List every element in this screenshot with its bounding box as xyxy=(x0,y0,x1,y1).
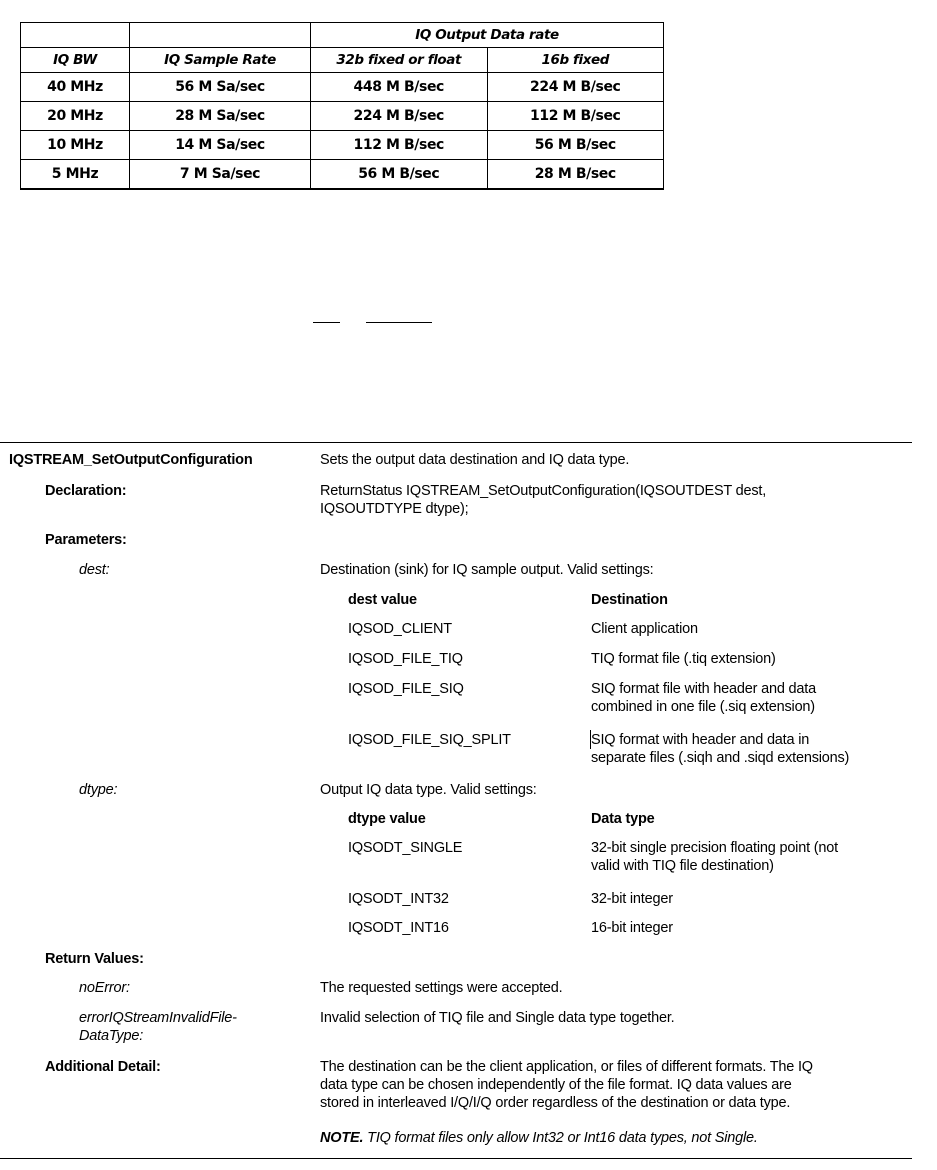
dtype-datatype-header: Data type xyxy=(591,811,655,827)
table-column-header-row xyxy=(21,48,664,73)
table-cell: 14 M Sa/sec xyxy=(130,131,311,160)
table-row xyxy=(21,131,664,160)
declaration-label: Declaration: xyxy=(45,483,127,499)
note-text: TIQ format files only allow Int32 or Int16 data types, not Single. xyxy=(367,1130,758,1146)
dest-value: IQSOD_FILE_SIQ xyxy=(348,681,464,697)
param-description-dest: Destination (sink) for IQ sample output. Valid settings: xyxy=(320,562,654,578)
note xyxy=(320,1129,758,1147)
table-cell: 28 M Sa/sec xyxy=(130,102,311,131)
return-description: The requested settings were accepted. xyxy=(320,980,563,996)
table-group-header-row xyxy=(21,23,664,48)
section-top-rule xyxy=(0,442,912,443)
param-description-dtype: Output IQ data type. Valid settings: xyxy=(320,782,537,798)
dtype-value-header: dtype value xyxy=(348,811,426,827)
dest-meaning: SIQ format file with header and data xyxy=(591,681,816,697)
table-cell: 40 MHz xyxy=(21,73,130,102)
dtype-value: IQSODT_INT32 xyxy=(348,891,449,907)
table-cell: 10 MHz xyxy=(21,131,130,160)
table-column-header: IQ BW xyxy=(21,48,130,73)
section-bottom-rule xyxy=(0,1158,912,1159)
dest-meaning: TIQ format file (.tiq extension) xyxy=(591,651,776,667)
return-values-label: Return Values: xyxy=(45,951,144,967)
dtype-meaning: 32-bit integer xyxy=(591,891,673,907)
text-cursor xyxy=(590,730,591,749)
table-row xyxy=(21,102,664,131)
dest-meaning: Client application xyxy=(591,621,698,637)
declaration-line: IQSOUTDTYPE dtype); xyxy=(320,501,469,517)
table-group-header: IQ Output Data rate xyxy=(311,23,664,48)
return-description: Invalid selection of TIQ file and Single data type together. xyxy=(320,1010,675,1026)
note-label: NOTE. xyxy=(320,1130,364,1146)
function-name: IQSTREAM_SetOutputConfiguration xyxy=(9,452,253,468)
dtype-meaning: 32-bit single precision floating point (not xyxy=(591,840,838,856)
table-cell: 7 M Sa/sec xyxy=(130,160,311,190)
table-cell: 20 MHz xyxy=(21,102,130,131)
table-cell: 112 M B/sec xyxy=(311,131,488,160)
dest-destination-header: Destination xyxy=(591,592,668,608)
dtype-meaning-cont: valid with TIQ file destination) xyxy=(591,858,774,874)
function-summary: Sets the output data destination and IQ data type. xyxy=(320,452,630,468)
equation-fraction-bar xyxy=(313,322,340,323)
table-cell: 224 M B/sec xyxy=(487,73,664,102)
return-name-cont: DataType: xyxy=(79,1028,144,1044)
table-cell: 448 M B/sec xyxy=(311,73,488,102)
table-cell: 5 MHz xyxy=(21,160,130,190)
table-header-empty-cell xyxy=(130,23,311,48)
table-cell: 56 M B/sec xyxy=(311,160,488,190)
dest-meaning-cont: separate files (.siqh and .siqd extensions) xyxy=(591,750,850,766)
table-cell: 56 M B/sec xyxy=(487,131,664,160)
dest-value: IQSOD_FILE_TIQ xyxy=(348,651,463,667)
param-name-dest: dest: xyxy=(79,562,110,578)
dest-value: IQSOD_CLIENT xyxy=(348,621,452,637)
dest-value: IQSOD_FILE_SIQ_SPLIT xyxy=(348,732,511,748)
additional-detail-label: Additional Detail: xyxy=(45,1059,161,1075)
dtype-value: IQSODT_INT16 xyxy=(348,920,449,936)
table-column-header: 16b fixed xyxy=(487,48,664,73)
detail-line: The destination can be the client application, or files of different formats. The IQ xyxy=(320,1059,813,1075)
table-cell: 112 M B/sec xyxy=(487,102,664,131)
dest-value-header: dest value xyxy=(348,592,417,608)
return-name: errorIQStreamInvalidFile- xyxy=(79,1010,237,1026)
table-row xyxy=(21,73,664,102)
dest-meaning: SIQ format with header and data in xyxy=(591,732,810,748)
table-column-header: 32b fixed or float xyxy=(311,48,488,73)
detail-line: data type can be chosen independently of the file format. IQ data values are xyxy=(320,1077,792,1093)
table-cell: 224 M B/sec xyxy=(311,102,488,131)
table-cell: 28 M B/sec xyxy=(487,160,664,190)
param-name-dtype: dtype: xyxy=(79,782,118,798)
declaration-line: ReturnStatus IQSTREAM_SetOutputConfiguration(IQSOUTDEST dest, xyxy=(320,483,767,499)
parameters-label: Parameters: xyxy=(45,532,127,548)
table-column-header: IQ Sample Rate xyxy=(130,48,311,73)
dest-meaning-cont: combined in one file (.siq extension) xyxy=(591,699,815,715)
equation-fraction-bar xyxy=(366,322,432,323)
dtype-meaning: 16-bit integer xyxy=(591,920,673,936)
dtype-value: IQSODT_SINGLE xyxy=(348,840,463,856)
return-name: noError: xyxy=(79,980,130,996)
table-header-empty-cell xyxy=(21,23,130,48)
table-row xyxy=(21,160,664,190)
detail-line: stored in interleaved I/Q/I/Q order regardless of the destination or data type. xyxy=(320,1095,791,1111)
table-cell: 56 M Sa/sec xyxy=(130,73,311,102)
iq-rate-table xyxy=(20,22,664,190)
